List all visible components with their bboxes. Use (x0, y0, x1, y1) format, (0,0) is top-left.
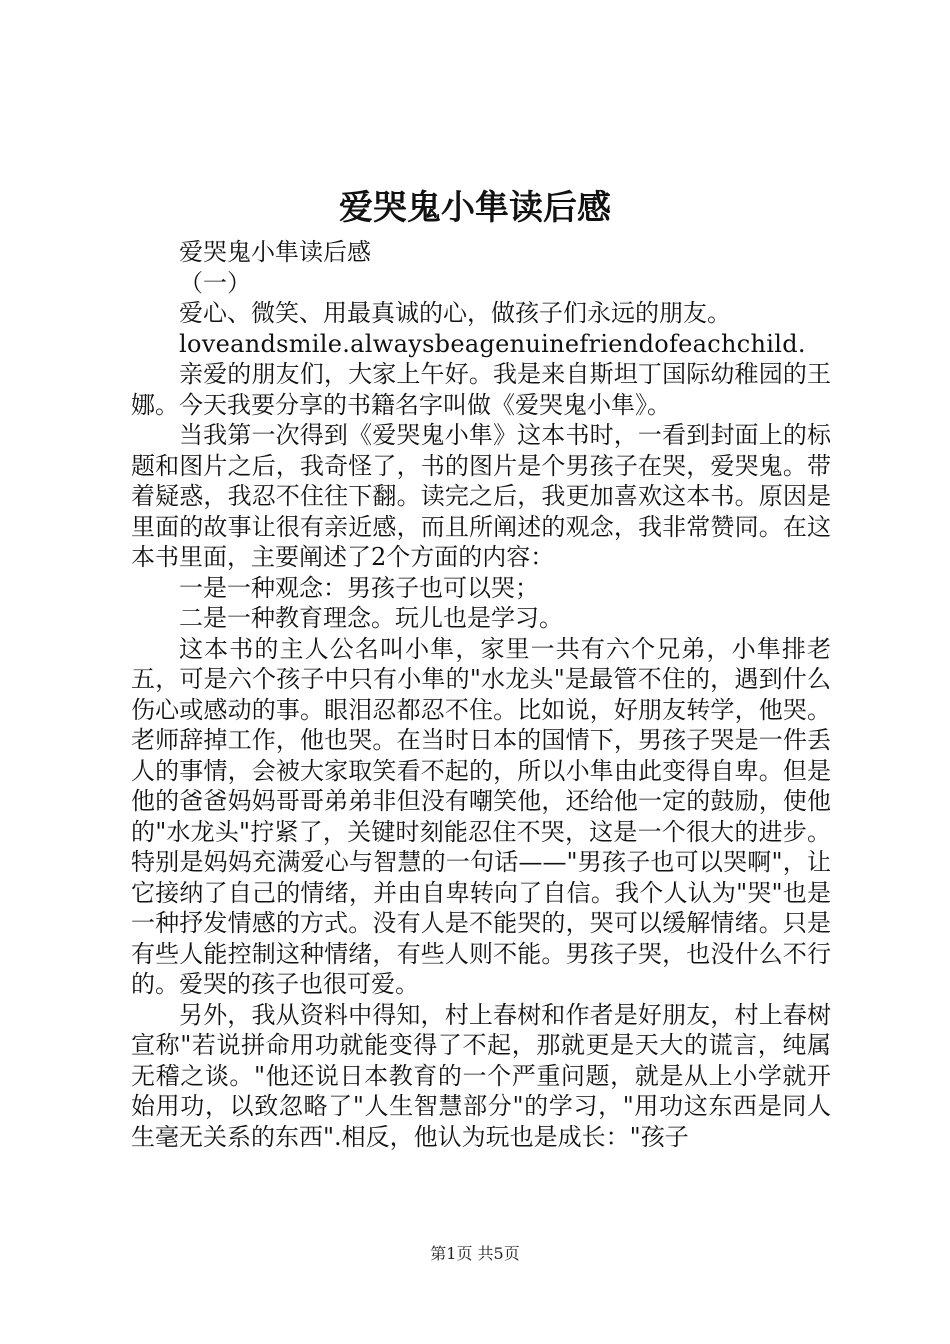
document-body (131, 237, 831, 1152)
paragraph-point-two: 二是一种教育理念。玩儿也是学习。 (179, 604, 563, 632)
paragraph-story: 这本书的主人公名叫小隼，家里一共有六个兄弟，小隼排老五，可是六个孩子中只有小隼的"水龙头"是最管不住的，遇到什么伤心或感动的事。眼泪忍都忍不住。比如说，好朋友转学，他哭。老师辞掉工作，他也哭。在当时日本的国情下，男孩子哭是一件丢人的事情，会被大家取笑看不起的，所以小隼由此变得自卑。但是他的爸爸妈妈哥哥弟弟非但没有嘲笑他，还给他一定的鼓励，使他的"水龙头"拧紧了，关键时刻能忍住不哭，这是一个很大的进步。特别是妈妈充满爱心与智慧的一句话——"男孩子也可以哭啊"，让它接纳了自己的情绪，并由自卑转向了自信。我个人认为"哭"也是一种抒发情感的方式。没有人是不能哭的，哭可以缓解情绪。只是有些人能控制这种情绪，有些人则不能。男孩子哭，也没什么不行的。爱哭的孩子也很可爱。 (131, 634, 831, 998)
paragraph-motto: 爱心、微笑、用最真诚的心，做孩子们永远的朋友。 (179, 299, 731, 327)
paragraph-greeting: 亲爱的朋友们，大家上午好。我是来自斯坦丁国际幼稚园的王娜。今天我要分享的书籍名字叫做《爱哭鬼小隼》。 (131, 360, 831, 419)
paragraph-subtitle: 爱哭鬼小隼读后感 (179, 238, 371, 266)
paragraph-section-number: （一） (179, 268, 251, 297)
page-footer: 第1页 共5页 (430, 1244, 520, 1263)
paragraph-first-impression: 当我第一次得到《爱哭鬼小隼》这本书时，一看到封面上的标题和图片之后，我奇怪了，书的图片是个男孩子在哭，爱哭鬼。带着疑惑，我忍不住往下翻。读完之后，我更加喜欢这本书。原因是里面的故事让很有亲近感，而且所阐述的观念，我非常赞同。在这本书里面，主要阐述了2个方面的内容： (131, 421, 831, 571)
paragraph-point-one: 一是一种观念：男孩子也可以哭； (179, 573, 539, 602)
page-title: 爱哭鬼小隼读后感 (339, 188, 611, 228)
paragraph-murakami: 另外，我从资料中得知，村上春树和作者是好朋友，村上春树宣称"若说拼命用功就能变得了不起，那就更是天大的谎言，纯属无稽之谈。"他还说日本教育的一个严重问题，就是从上小学就开始用功，以致忽略了"人生智慧部分"的学习，"用功这东西是同人生毫无关系的东西".相反，他认为玩也是成长："孩子 (131, 1000, 831, 1151)
paragraph-motto-english: loveandsmile.alwaysbeagenuinefriendofeachchild. (179, 329, 806, 358)
